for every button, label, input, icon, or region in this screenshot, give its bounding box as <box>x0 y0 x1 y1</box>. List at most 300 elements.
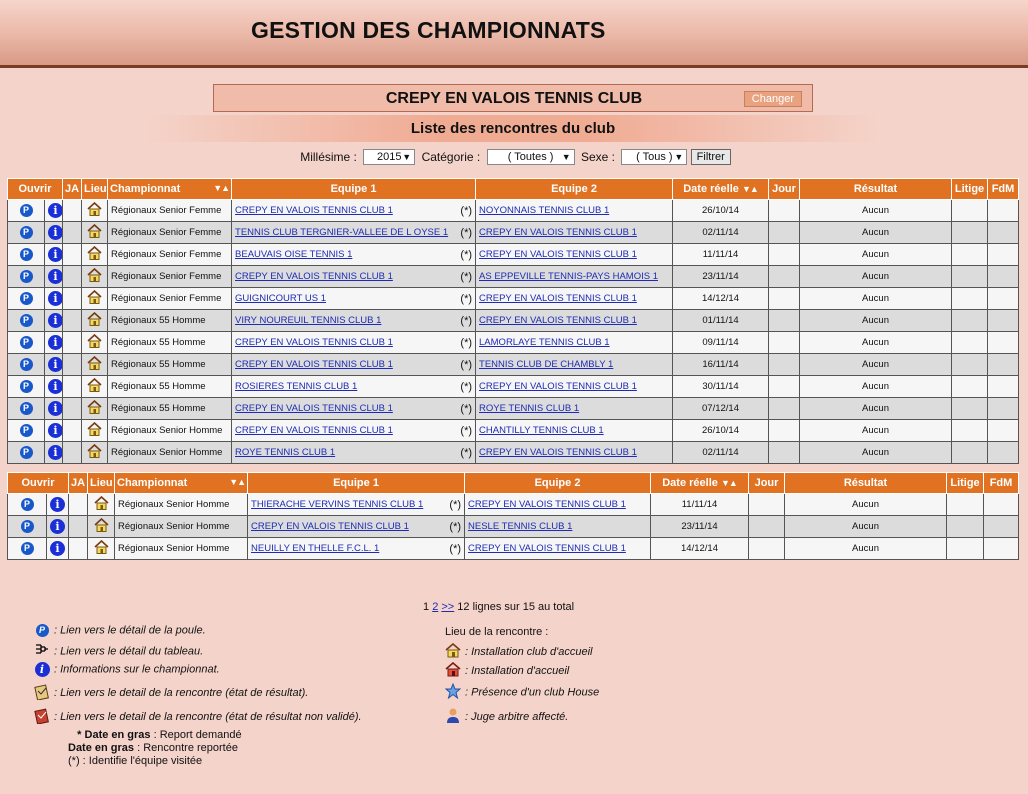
equipe2-link[interactable]: CREPY EN VALOIS TENNIS CLUB 1 <box>468 499 626 510</box>
col-ouvrir: Ouvrir <box>8 179 63 200</box>
championnat-cell: Régionaux Senior Homme <box>108 442 232 464</box>
equipe1-link[interactable]: CREPY EN VALOIS TENNIS CLUB 1 <box>235 402 393 414</box>
equipe1-link[interactable]: CREPY EN VALOIS TENNIS CLUB 1 <box>235 204 393 216</box>
info-link[interactable] <box>45 420 63 442</box>
poule-link[interactable] <box>8 398 45 420</box>
info-icon[interactable]: i <box>48 291 63 306</box>
poule-link[interactable] <box>8 200 45 222</box>
equipe2-link[interactable]: CREPY EN VALOIS TENNIS CLUB 1 <box>479 315 637 326</box>
home-yellow-icon <box>445 643 461 661</box>
poule-link[interactable] <box>8 222 45 244</box>
next-page-link[interactable]: >> <box>441 601 455 613</box>
info-icon[interactable]: i <box>48 379 63 394</box>
visited-marker: (*) <box>460 248 473 261</box>
fdm-cell <box>988 442 1019 464</box>
visited-marker: (*) <box>460 380 473 393</box>
equipe1-link[interactable]: ROYE TENNIS CLUB 1 <box>235 446 336 458</box>
fdm-cell <box>984 538 1019 560</box>
fdm-cell <box>984 516 1019 538</box>
table-row <box>8 398 1019 420</box>
info-link[interactable] <box>47 538 69 560</box>
litige-cell <box>947 494 984 516</box>
info-link[interactable] <box>45 442 63 464</box>
info-icon[interactable]: i <box>50 519 65 534</box>
equipe1-cell <box>232 244 476 266</box>
poule-icon[interactable]: P <box>20 402 33 415</box>
sexe-label: Sexe : <box>580 150 615 164</box>
equipe2-link[interactable]: NOYONNAIS TENNIS CLUB 1 <box>479 205 610 216</box>
col-date[interactable]: Date réelle ▼▲ <box>651 473 749 494</box>
home-icon[interactable] <box>87 224 102 241</box>
jour-cell <box>769 398 800 420</box>
date-cell: 02/11/14 <box>673 222 769 244</box>
info-link[interactable] <box>45 222 63 244</box>
lieu-cell[interactable] <box>82 200 108 222</box>
litige-cell <box>952 200 988 222</box>
fdm-cell <box>988 288 1019 310</box>
championnat-cell: Régionaux Senior Femme <box>108 288 232 310</box>
equipe1-cell <box>232 288 476 310</box>
equipe2-cell <box>465 494 651 516</box>
poule-icon[interactable]: P <box>21 498 34 511</box>
jour-cell <box>769 222 800 244</box>
lieu-cell[interactable] <box>82 442 108 464</box>
categorie-label: Catégorie : <box>421 150 481 164</box>
poule-link[interactable] <box>8 494 47 516</box>
equipe1-link[interactable]: CREPY EN VALOIS TENNIS CLUB 1 <box>235 336 393 348</box>
home-icon[interactable] <box>87 246 102 263</box>
equipe1-link[interactable]: GUIGNICOURT US 1 <box>235 292 326 304</box>
litige-cell <box>952 288 988 310</box>
table-row <box>8 266 1019 288</box>
poule-link[interactable] <box>8 516 47 538</box>
page-title: GESTION DES CHAMPIONNATS <box>251 17 606 43</box>
equipe2-link[interactable]: CHANTILLY TENNIS CLUB 1 <box>479 425 604 436</box>
poule-link[interactable] <box>8 420 45 442</box>
equipe1-cell <box>232 354 476 376</box>
lieu-cell[interactable] <box>82 310 108 332</box>
fdm-cell <box>984 494 1019 516</box>
col-ouvrir: Ouvrir <box>8 473 69 494</box>
info-icon[interactable]: i <box>48 225 63 240</box>
visited-marker: (*) <box>460 402 473 415</box>
rencontre-non-valide-icon <box>34 707 50 727</box>
equipe2-link[interactable]: CREPY EN VALOIS TENNIS CLUB 1 <box>479 381 637 392</box>
home-icon[interactable] <box>94 518 109 535</box>
jour-cell <box>749 494 785 516</box>
col-equipe2: Equipe 2 <box>476 179 673 200</box>
col-championnat[interactable]: Championnat ▼▲ <box>115 473 248 494</box>
home-icon[interactable] <box>87 356 102 373</box>
note-item: (*) : Identifie l'équipe visitée <box>68 755 203 767</box>
info-link[interactable] <box>45 354 63 376</box>
ja-cell <box>63 200 82 222</box>
fdm-cell <box>988 244 1019 266</box>
equipe2-cell <box>465 516 651 538</box>
equipe2-cell <box>476 222 673 244</box>
resultat-cell: Aucun <box>800 398 952 420</box>
table-row <box>8 420 1019 442</box>
lieu-cell[interactable] <box>82 398 108 420</box>
info-link[interactable] <box>45 244 63 266</box>
equipe1-cell <box>232 398 476 420</box>
equipe2-link[interactable]: ROYE TENNIS CLUB 1 <box>479 403 580 414</box>
resultat-cell: Aucun <box>800 200 952 222</box>
championnat-cell: Régionaux 55 Homme <box>108 398 232 420</box>
litige-cell <box>952 222 988 244</box>
ja-cell <box>63 420 82 442</box>
litige-cell <box>952 310 988 332</box>
visited-marker: (*) <box>460 270 473 283</box>
date-cell: 07/12/14 <box>673 398 769 420</box>
ja-cell <box>63 222 82 244</box>
col-fdm: FdM <box>984 473 1019 494</box>
legend-item: : Lien vers le detail de la rencontre (état de résultat non validé). <box>34 707 362 727</box>
col-fdm: FdM <box>988 179 1019 200</box>
equipe1-link[interactable]: VIRY NOUREUIL TENNIS CLUB 1 <box>235 314 382 326</box>
jour-cell <box>769 442 800 464</box>
equipe2-link[interactable]: CREPY EN VALOIS TENNIS CLUB 1 <box>468 543 626 554</box>
poule-link[interactable] <box>8 354 45 376</box>
home-icon[interactable] <box>87 312 102 329</box>
col-date[interactable]: Date réelle ▼▲ <box>673 179 769 200</box>
equipe2-link[interactable]: CREPY EN VALOIS TENNIS CLUB 1 <box>479 249 637 260</box>
info-link[interactable] <box>45 310 63 332</box>
poule-link[interactable] <box>8 266 45 288</box>
chevron-down-icon: ▼ <box>674 152 684 162</box>
equipe2-cell <box>476 288 673 310</box>
home-icon[interactable] <box>87 268 102 285</box>
equipe1-cell <box>232 442 476 464</box>
col-resultat: Résultat <box>785 473 947 494</box>
jour-cell <box>769 332 800 354</box>
fdm-cell <box>988 200 1019 222</box>
col-equipe2: Equipe 2 <box>465 473 651 494</box>
poule-icon[interactable]: P <box>20 336 33 349</box>
equipe2-cell <box>476 420 673 442</box>
visited-marker: (*) <box>460 292 473 305</box>
sort-icon[interactable]: ▼▲ <box>213 183 230 193</box>
resultat-cell: Aucun <box>800 442 952 464</box>
jour-cell <box>769 376 800 398</box>
equipe1-link[interactable]: TENNIS CLUB TERGNIER-VALLEE DE L OYSE 1 <box>235 226 449 238</box>
page-2-link[interactable]: 2 <box>432 601 439 613</box>
ja-cell <box>63 332 82 354</box>
rencontre-icon <box>34 683 50 703</box>
date-cell: 14/12/14 <box>651 538 749 560</box>
info-link[interactable] <box>47 516 69 538</box>
equipe1-cell <box>232 310 476 332</box>
visited-marker: (*) <box>460 204 473 217</box>
equipe2-cell <box>476 310 673 332</box>
legend-item: P : Lien vers le détail de la poule. <box>34 624 206 637</box>
date-cell: 01/11/14 <box>673 310 769 332</box>
poule-icon[interactable]: P <box>20 380 33 393</box>
equipe2-cell <box>476 332 673 354</box>
championnat-cell: Régionaux 55 Homme <box>108 376 232 398</box>
poule-icon[interactable]: P <box>20 424 33 437</box>
info-icon[interactable]: i <box>48 357 63 372</box>
championnat-cell: Régionaux Senior Femme <box>108 266 232 288</box>
sexe-select[interactable]: ( Tous ) ▼ <box>621 149 687 165</box>
col-lieu: Lieu <box>88 473 115 494</box>
visited-marker: (*) <box>460 358 473 371</box>
resultat-cell: Aucun <box>800 420 952 442</box>
equipe1-cell <box>232 222 476 244</box>
visited-marker: (*) <box>449 520 462 533</box>
date-cell: 26/10/14 <box>673 200 769 222</box>
equipe2-cell <box>476 244 673 266</box>
poule-icon[interactable]: P <box>20 270 33 283</box>
poule-icon[interactable]: P <box>20 446 33 459</box>
change-club-button[interactable]: Changer <box>744 91 802 107</box>
litige-cell <box>952 420 988 442</box>
poule-link[interactable] <box>8 442 45 464</box>
lieu-cell[interactable] <box>82 288 108 310</box>
visited-marker: (*) <box>460 424 473 437</box>
equipe1-cell <box>232 266 476 288</box>
resultat-cell: Aucun <box>800 288 952 310</box>
fdm-cell <box>988 376 1019 398</box>
info-link[interactable] <box>47 494 69 516</box>
lieu-cell[interactable] <box>82 222 108 244</box>
home-icon[interactable] <box>87 400 102 417</box>
filter-bar <box>0 149 1028 165</box>
fdm-cell <box>988 222 1019 244</box>
info-link[interactable] <box>45 266 63 288</box>
equipe2-cell <box>476 398 673 420</box>
jour-cell <box>749 538 785 560</box>
poule-icon[interactable]: P <box>20 248 33 261</box>
equipe1-link[interactable]: CREPY EN VALOIS TENNIS CLUB 1 <box>235 358 393 370</box>
info-icon[interactable]: i <box>48 247 63 262</box>
table-row <box>8 442 1019 464</box>
categorie-select[interactable]: ( Toutes ) ▼ <box>487 149 575 165</box>
sort-icon[interactable]: ▼▲ <box>741 184 758 194</box>
litige-cell <box>947 538 984 560</box>
millesime-select[interactable]: 2015 ▼ <box>363 149 415 165</box>
col-equipe1: Equipe 1 <box>232 179 476 200</box>
legend-item: : Installation d'accueil <box>445 662 569 680</box>
resultat-cell: Aucun <box>800 354 952 376</box>
poule-link[interactable] <box>8 538 47 560</box>
section-title: Liste des rencontres du club <box>140 115 886 142</box>
litige-cell <box>952 354 988 376</box>
info-icon[interactable]: i <box>48 313 63 328</box>
equipe2-link[interactable]: LAMORLAYE TENNIS CLUB 1 <box>479 337 610 348</box>
lieu-cell[interactable] <box>82 244 108 266</box>
table-row <box>8 376 1019 398</box>
litige-cell <box>952 442 988 464</box>
info-icon[interactable]: i <box>50 541 65 556</box>
filter-button[interactable]: Filtrer <box>691 149 731 165</box>
poule-link[interactable] <box>8 332 45 354</box>
lieu-cell[interactable] <box>88 538 115 560</box>
date-cell: 23/11/14 <box>651 516 749 538</box>
matches-table-2 <box>7 472 1019 560</box>
chevron-down-icon: ▼ <box>402 152 412 162</box>
equipe1-link[interactable]: CREPY EN VALOIS TENNIS CLUB 1 <box>251 520 409 532</box>
litige-cell <box>947 516 984 538</box>
resultat-cell: Aucun <box>800 222 952 244</box>
table-header <box>8 179 1019 200</box>
litige-cell <box>952 244 988 266</box>
info-icon[interactable]: i <box>48 203 63 218</box>
poule-link[interactable] <box>8 288 45 310</box>
equipe1-link[interactable]: THIERACHE VERVINS TENNIS CLUB 1 <box>251 498 424 510</box>
note-item: Date en gras : Rencontre reportée <box>68 742 238 754</box>
table-row <box>8 222 1019 244</box>
sort-icon[interactable]: ▼▲ <box>720 478 737 488</box>
equipe2-link[interactable]: TENNIS CLUB DE CHAMBLY 1 <box>479 359 614 370</box>
equipe2-link[interactable]: CREPY EN VALOIS TENNIS CLUB 1 <box>479 293 637 304</box>
poule-link[interactable] <box>8 376 45 398</box>
resultat-cell: Aucun <box>785 494 947 516</box>
info-icon[interactable]: i <box>48 445 63 460</box>
col-resultat: Résultat <box>800 179 952 200</box>
legend-item: : Lien vers le detail de la rencontre (état de résultat). <box>34 683 308 703</box>
referee-icon <box>445 707 461 727</box>
ja-cell <box>63 376 82 398</box>
home-icon[interactable] <box>87 378 102 395</box>
visited-marker: (*) <box>449 498 462 511</box>
equipe2-link[interactable]: CREPY EN VALOIS TENNIS CLUB 1 <box>479 447 637 458</box>
home-icon[interactable] <box>94 496 109 513</box>
equipe1-cell <box>248 516 465 538</box>
table-row <box>8 200 1019 222</box>
info-link[interactable] <box>45 332 63 354</box>
ja-cell <box>63 266 82 288</box>
col-ja: JA <box>69 473 88 494</box>
ja-cell <box>63 244 82 266</box>
pagination-summary: 12 lignes sur 15 au total <box>457 601 575 613</box>
ja-cell <box>69 516 88 538</box>
info-link[interactable] <box>45 398 63 420</box>
resultat-cell: Aucun <box>800 244 952 266</box>
lieu-cell[interactable] <box>82 266 108 288</box>
poule-icon[interactable]: P <box>20 292 33 305</box>
equipe1-link[interactable]: NEUILLY EN THELLE F.C.L. 1 <box>251 542 380 554</box>
championnat-cell: Régionaux Senior Homme <box>115 494 248 516</box>
equipe2-link[interactable]: NESLE TENNIS CLUB 1 <box>468 521 573 532</box>
info-icon[interactable]: i <box>50 497 65 512</box>
resultat-cell: Aucun <box>785 516 947 538</box>
poule-icon[interactable]: P <box>20 358 33 371</box>
lieu-cell[interactable] <box>88 494 115 516</box>
equipe1-link[interactable]: ROSIERES TENNIS CLUB 1 <box>235 380 358 392</box>
fdm-cell <box>988 266 1019 288</box>
equipe1-cell <box>232 376 476 398</box>
info-icon[interactable]: i <box>48 401 63 416</box>
lieu-cell[interactable] <box>82 376 108 398</box>
poule-link[interactable] <box>8 310 45 332</box>
poule-icon[interactable]: P <box>21 542 34 555</box>
equipe1-link[interactable]: CREPY EN VALOIS TENNIS CLUB 1 <box>235 424 393 436</box>
equipe2-link[interactable]: AS EPPEVILLE TENNIS-PAYS HAMOIS 1 <box>479 271 658 282</box>
col-jour: Jour <box>749 473 785 494</box>
equipe1-cell <box>232 200 476 222</box>
date-cell: 26/10/14 <box>673 420 769 442</box>
poule-icon[interactable]: P <box>20 314 33 327</box>
info-icon[interactable]: i <box>48 335 63 350</box>
visited-marker: (*) <box>449 542 462 555</box>
info-link[interactable] <box>45 376 63 398</box>
poule-icon[interactable]: P <box>21 520 34 533</box>
equipe1-link[interactable]: BEAUVAIS OISE TENNIS 1 <box>235 248 353 260</box>
info-icon[interactable]: i <box>48 423 63 438</box>
info-icon[interactable]: i <box>48 269 63 284</box>
lieu-cell[interactable] <box>82 420 108 442</box>
info-link[interactable] <box>45 200 63 222</box>
jour-cell <box>769 266 800 288</box>
table-row <box>8 538 1019 560</box>
club-box <box>213 84 813 112</box>
resultat-cell: Aucun <box>800 332 952 354</box>
championnat-cell: Régionaux 55 Homme <box>108 354 232 376</box>
equipe1-link[interactable]: CREPY EN VALOIS TENNIS CLUB 1 <box>235 270 393 282</box>
legend-item: : Présence d'un club House <box>445 683 599 702</box>
poule-icon[interactable]: P <box>20 226 33 239</box>
info-link[interactable] <box>45 288 63 310</box>
equipe2-cell <box>476 200 673 222</box>
fdm-cell <box>988 332 1019 354</box>
home-red-icon <box>445 662 461 680</box>
litige-cell <box>952 266 988 288</box>
table-row <box>8 494 1019 516</box>
date-cell: 14/12/14 <box>673 288 769 310</box>
home-icon[interactable] <box>87 422 102 439</box>
equipe2-link[interactable]: CREPY EN VALOIS TENNIS CLUB 1 <box>479 227 637 238</box>
home-icon[interactable] <box>87 334 102 351</box>
lieu-cell[interactable] <box>88 516 115 538</box>
lieu-cell[interactable] <box>82 332 108 354</box>
lieu-cell[interactable] <box>82 354 108 376</box>
championnat-cell: Régionaux Senior Femme <box>108 222 232 244</box>
resultat-cell: Aucun <box>800 266 952 288</box>
home-icon[interactable] <box>87 444 102 461</box>
club-name: CREPY EN VALOIS TENNIS CLUB <box>385 90 643 107</box>
poule-icon[interactable]: P <box>20 204 33 217</box>
date-cell: 23/11/14 <box>673 266 769 288</box>
sort-icon[interactable]: ▼▲ <box>229 477 246 487</box>
date-cell: 30/11/14 <box>673 376 769 398</box>
legend-item: : Juge arbitre affecté. <box>445 707 568 727</box>
jour-cell <box>769 200 800 222</box>
table-row <box>8 516 1019 538</box>
jour-cell <box>769 420 800 442</box>
home-icon[interactable] <box>87 202 102 219</box>
table-row <box>8 244 1019 266</box>
pagination <box>423 601 574 613</box>
table-row <box>8 288 1019 310</box>
page-1: 1 <box>423 601 430 613</box>
jour-cell <box>749 516 785 538</box>
championnat-cell: Régionaux Senior Homme <box>115 538 248 560</box>
resultat-cell: Aucun <box>800 310 952 332</box>
home-icon[interactable] <box>94 540 109 557</box>
poule-link[interactable] <box>8 244 45 266</box>
ja-cell <box>69 494 88 516</box>
col-lieu: Lieu <box>82 179 108 200</box>
table-row <box>8 354 1019 376</box>
resultat-cell: Aucun <box>800 376 952 398</box>
col-litige: Litige <box>947 473 984 494</box>
poule-icon: P <box>34 624 50 637</box>
home-icon[interactable] <box>87 290 102 307</box>
col-championnat[interactable]: Championnat ▼▲ <box>108 179 232 200</box>
star-icon <box>445 683 461 702</box>
notes <box>68 729 242 768</box>
